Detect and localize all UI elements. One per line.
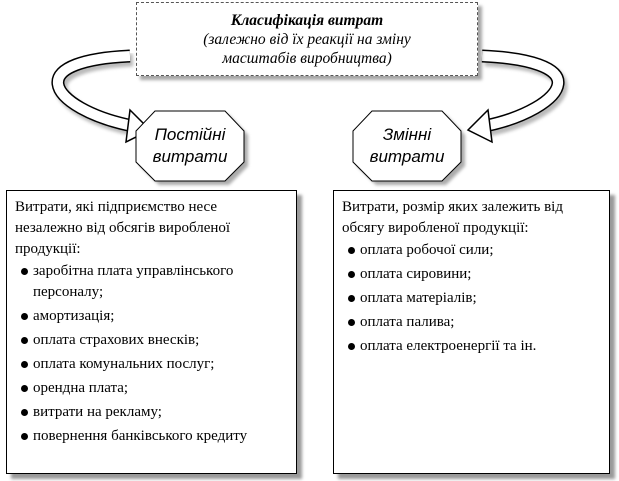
classification-title: Класифікація витрат bbox=[230, 11, 384, 29]
list-item: оплата палива; bbox=[348, 312, 601, 333]
fixed-costs-label bbox=[136, 111, 244, 181]
variable-costs-panel bbox=[333, 190, 610, 474]
fixed-costs-label-line2: витрати bbox=[152, 147, 228, 166]
bullet-icon bbox=[348, 271, 355, 278]
variable-costs-description: Витрати, розмір яких залежить від обсягу виробленої продукції: bbox=[342, 199, 563, 236]
list-item: оплата страхових внесків; bbox=[21, 330, 288, 351]
list-item: оплата електроенергії та ін. bbox=[348, 336, 601, 357]
list-item: оплата робочої сили; bbox=[348, 240, 601, 261]
fixed-costs-panel bbox=[6, 190, 297, 474]
variable-costs-label bbox=[353, 111, 461, 181]
fixed-costs-description: Витрати, які підприємство несе незалежно від обсягів виробленої продукції: bbox=[15, 199, 231, 257]
bullet-icon bbox=[21, 409, 28, 416]
list-item: повернення банківського кредиту bbox=[21, 426, 288, 447]
classification-subtitle-line1: (залежно від їх реакції на зміну bbox=[203, 30, 411, 48]
bullet-icon bbox=[348, 319, 355, 326]
variable-costs-label-line2: витрати bbox=[369, 147, 445, 166]
variable-costs-list bbox=[342, 240, 601, 357]
bullet-icon bbox=[21, 361, 28, 368]
fixed-costs-list bbox=[15, 261, 288, 447]
variable-costs-label-line1: Змінні bbox=[382, 125, 432, 144]
list-item: амортизація; bbox=[21, 306, 288, 327]
list-item: заробітна плата управлінського персоналу; bbox=[21, 261, 288, 303]
bullet-icon bbox=[348, 343, 355, 350]
bullet-icon bbox=[348, 295, 355, 302]
bullet-icon bbox=[21, 313, 28, 320]
list-item: орендна плата; bbox=[21, 378, 288, 399]
classification-subtitle-line2: масштабів виробництва) bbox=[222, 49, 392, 67]
bullet-icon bbox=[21, 337, 28, 344]
bullet-icon bbox=[21, 433, 28, 440]
list-item: оплата матеріалів; bbox=[348, 288, 601, 309]
bullet-icon bbox=[348, 247, 355, 254]
list-item: оплата сировини; bbox=[348, 264, 601, 285]
bullet-icon bbox=[21, 268, 28, 275]
bullet-icon bbox=[21, 385, 28, 392]
classification-title-box bbox=[136, 2, 478, 76]
right-curved-arrow bbox=[468, 56, 561, 142]
fixed-costs-label-line1: Постійні bbox=[154, 125, 226, 144]
list-item: оплата комунальних послуг; bbox=[21, 354, 288, 375]
list-item: витрати на рекламу; bbox=[21, 402, 288, 423]
